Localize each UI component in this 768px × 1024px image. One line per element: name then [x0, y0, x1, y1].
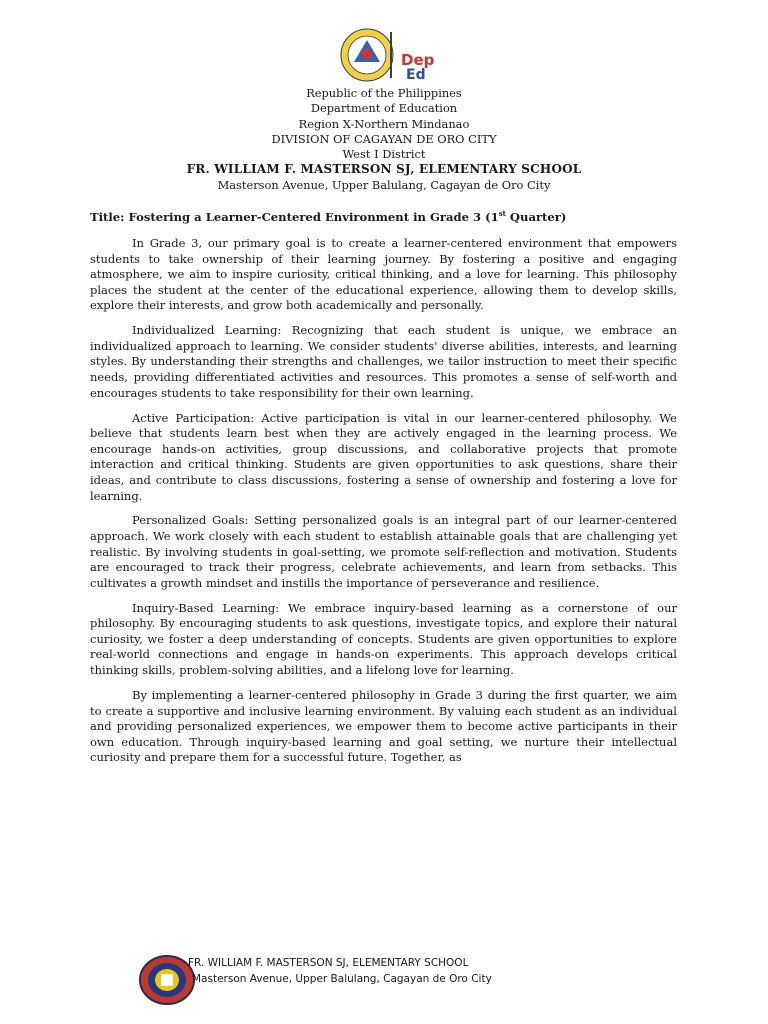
title-superscript: st [498, 209, 506, 218]
paragraph-intro: In Grade 3, our primary goal is to create a learner-centered environment that empowers students to take ownership of their learning journey. By fostering a positive and engaging atmosphere, we aim to inspire curiosity, critical thinking, and a love for learning. This philosophy places the student at the center of the educational experience, allowing them to develop skills, explore their interests, and grow both academically and personally. [90, 236, 677, 313]
header-country: Republic of the Philippines [306, 86, 462, 100]
title-main: Title: Fostering a Learner-Centered Environment in Grade 3 (1 [90, 209, 499, 224]
title-end: Quarter) [505, 209, 567, 224]
header-department: Department of Education [310, 101, 458, 116]
header-region: Region X-Northern Mindanao [298, 116, 470, 131]
paragraph-conclusion: By implementing a learner-centered philosophy in Grade 3 during the first quarter, we aim to create a supportive and inclusive learning environment. By valuing each student as an individual and providing personalized experiences, we empower them to become active participants in their own education. Through inquiry-based learning and goal setting, we nurture their intellectual curiosity and prepare them for a successful future. Together, as [90, 687, 677, 765]
document-body [90, 236, 677, 775]
deped-seal-logo [340, 24, 435, 86]
footer-school-name: FR. WILLIAM F. MASTERSON SJ, ELEMENTARY SCHOOL [188, 957, 469, 969]
paragraph-individualized-learning: Individualized Learning: Recognizing that each student is unique, we embrace an individualized approach to learning. We consider students' diverse abilities, interests, and learning styles. By understanding their strengths and challenges, we tailor instruction to meet their specific needs, providing differentiated activities and resources. This promotes a sense of self-worth and encourages students to take responsibility for their own learning. [90, 323, 677, 400]
header-school-name: FR. WILLIAM F. MASTERSON SJ, ELEMENTARY SCHOOL [186, 162, 582, 177]
header-logos [340, 24, 435, 86]
footer-school-address: Masterson Avenue, Upper Balulang, Cagayan de Oro City [192, 972, 492, 985]
document-title [90, 209, 690, 224]
footer-text [176, 956, 576, 987]
header-school-address: Masterson Avenue, Upper Balulang, Cagayan de Oro City [217, 177, 551, 192]
letterhead [0, 86, 768, 193]
svg-text:Dep: Dep [401, 51, 435, 69]
svg-text:Ed: Ed [406, 67, 426, 83]
paragraph-inquiry-based-learning: Inquiry-Based Learning: We embrace inquiry-based learning as a cornerstone of our philosophy. By encouraging students to ask questions, investigate topics, and explore their natural curiosity, we foster a deep understanding of concepts. Students are given opportunities to explore real-world connections and engage in hands-on experiments. This approach develops critical thinking skills, problem-solving abilities, and a lifelong love for learning. [90, 600, 677, 678]
paragraph-personalized-goals: Personalized Goals: Setting personalized goals is an integral part of our learner-centered approach. We work closely with each student to establish attainable goals that are challenging yet realistic. By involving students in goal-setting, we promote self-reflection and motivation. Students are encouraged to track their progress, celebrate achievements, and learn from setbacks. This cultivates a growth mindset and instills the importance of perseverance and resilience. [90, 513, 677, 590]
header-division: DIVISION OF CAGAYAN DE ORO CITY [271, 131, 497, 146]
paragraph-active-participation: Active Participation: Active participation is vital in our learner-centered philosophy. We believe that students learn best when they are actively engaged in the learning process. We encourage hands-on activities, group discussions, and collaborative projects that promote interaction and critical thinking. Students are given opportunities to ask questions, share their ideas, and contribute to class discussions, fostering a sense of ownership and fostering a love for learning. [90, 410, 677, 503]
header-district: West I District [342, 147, 426, 162]
page-footer [138, 954, 578, 1006]
